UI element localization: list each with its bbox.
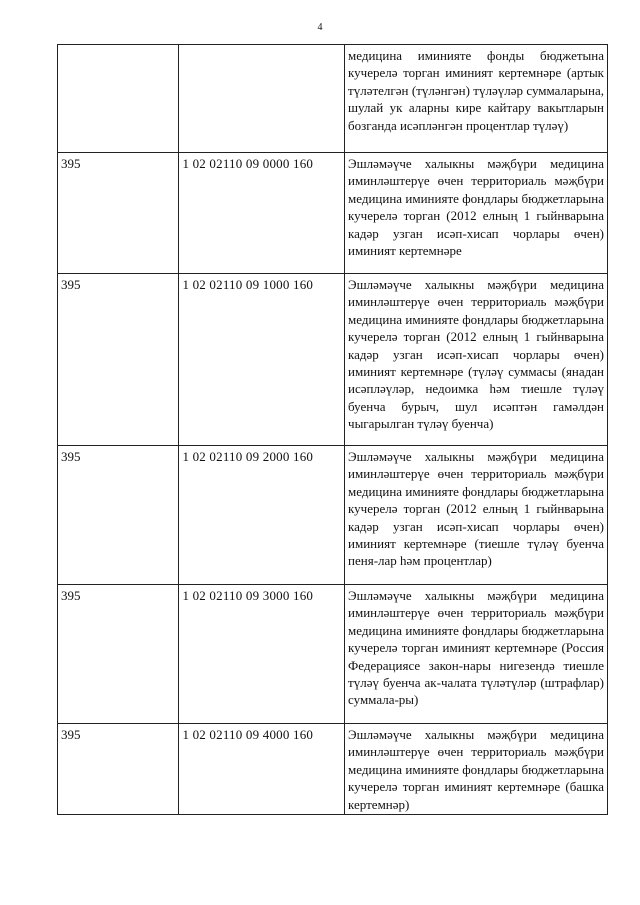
admin-code-cell: 395 xyxy=(58,585,179,724)
table-row xyxy=(58,45,608,153)
kbk-code-cell xyxy=(179,45,345,153)
kbk-code-cell: 1 02 02110 09 4000 160 xyxy=(179,724,345,815)
kbk-code-cell: 1 02 02110 09 2000 160 xyxy=(179,446,345,585)
description-cell: Эшләмәүче халыкны мәҗбүри медицина иминләштерүе өчен территориаль мәҗбүри медицина иминияте фондлары бюджетларына кучерелә торган иминият кертемнәре (Россия Федерациясе закон-нары нигезендә тиешле түләү буенча ак-чалата түләтүләр (штрафлар) суммала-ры) xyxy=(345,585,608,724)
table-row xyxy=(58,724,608,815)
budget-code-table xyxy=(57,44,608,815)
admin-code-cell: 395 xyxy=(58,446,179,585)
table-row xyxy=(58,153,608,274)
table-row xyxy=(58,274,608,446)
description-cell: Эшләмәүче халыкны мәҗбүри медицина иминләштерүе өчен территориаль мәҗбүри медицина иминияте фондлары бюджетларына кучерелә торган (2012 елның 1 гыйнварына кадәр узган исәп-хисап чорлары өчен) иминият кертемнәре (тиешле түләү буенча пеня-лар һәм процентлар) xyxy=(345,446,608,585)
admin-code-cell: 395 xyxy=(58,724,179,815)
kbk-code-cell: 1 02 02110 09 0000 160 xyxy=(179,153,345,274)
table-row xyxy=(58,446,608,585)
kbk-code-cell: 1 02 02110 09 1000 160 xyxy=(179,274,345,446)
kbk-code-cell: 1 02 02110 09 3000 160 xyxy=(179,585,345,724)
description-cell: Эшләмәүче халыкны мәҗбүри медицина иминләштерүе өчен территориаль мәҗбүри медицина иминияте фондлары бюджетларына кучерелә торган (2012 елның 1 гыйнварына кадәр узган исәп-хисап чорлары өчен) иминият кертемнәре xyxy=(345,153,608,274)
admin-code-cell: 395 xyxy=(58,153,179,274)
admin-code-cell: 395 xyxy=(58,274,179,446)
description-cell: Эшләмәүче халыкны мәҗбүри медицина иминләштерүе өчен территориаль мәҗбүри медицина иминияте фондлары бюджетларына кучерелә торган (2012 елның 1 гыйнварына кадәр узган исәп-хисап чорлары өчен) иминият кертемнәре (түләү суммасы (янадан исәпләүләр, недоимка һәм тиешле түләү буенча бурыч, шул исәптән гамәлдән чыгарылган түләү буенча) xyxy=(345,274,608,446)
table-row xyxy=(58,585,608,724)
admin-code-cell xyxy=(58,45,179,153)
description-cell: Эшләмәүче халыкны мәҗбүри медицина иминләштерүе өчен территориаль мәҗбүри медицина иминияте фондлары бюджетларына кучерелә торган иминият кертемнәре (башка кертемнәр) xyxy=(345,724,608,815)
page-number: 4 xyxy=(317,22,323,33)
description-cell: медицина иминияте фонды бюджетына кучерелә торган иминият кертемнәре (артык түләтелгән (түләнгән) түләүләр суммаларына, шулай ук аларны кире кайтару вакытларын бозганда исәпләнгән процентлар түләү) xyxy=(345,45,608,153)
